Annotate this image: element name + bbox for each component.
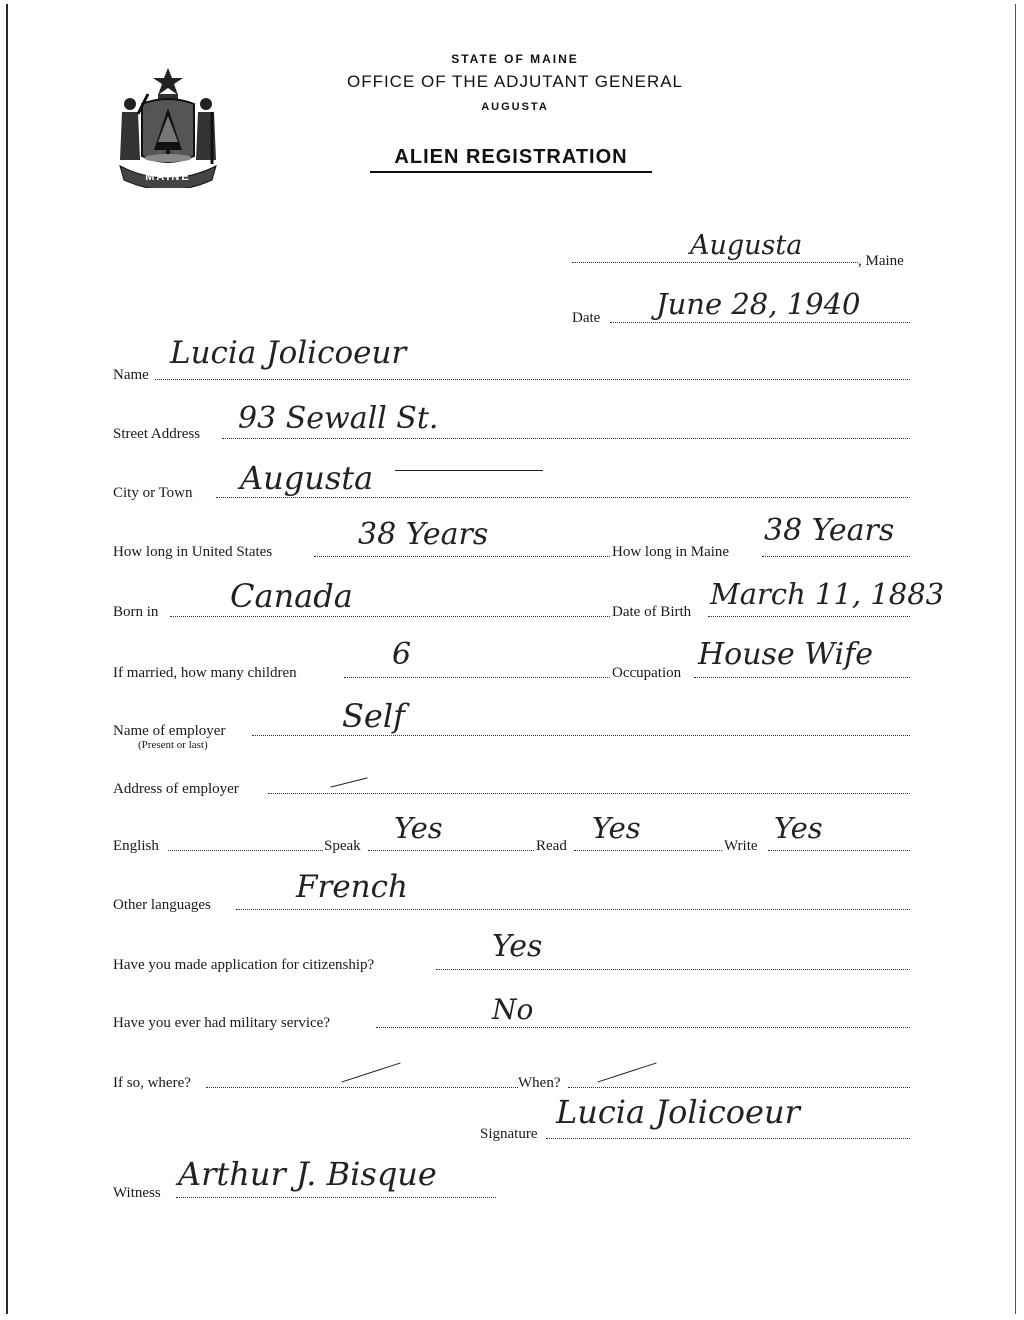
street-label: Street Address [113, 426, 201, 442]
occupation-entry: House Wife [698, 637, 873, 672]
born-line [170, 616, 610, 617]
dob-entry: March 11, 1883 [710, 577, 945, 611]
witness-line [176, 1197, 496, 1198]
employer-address-label: Address of employer [113, 781, 239, 797]
children-line [344, 677, 610, 678]
signature-line [546, 1138, 910, 1139]
seal-banner-text: MAINE [145, 171, 191, 183]
write-label: Write [724, 838, 758, 854]
military-line [376, 1027, 910, 1028]
born-entry: Canada [230, 577, 353, 615]
dob-line [708, 616, 910, 617]
date-label: Date [572, 310, 601, 326]
occupation-line [694, 677, 910, 678]
where-line [206, 1087, 518, 1088]
header-state: STATE OF MAINE [451, 52, 579, 66]
us-duration-label: How long in United States [113, 544, 273, 560]
signature-label: Signature [480, 1126, 538, 1142]
other-languages-line [236, 909, 910, 910]
maine-duration-entry: 38 Years [764, 513, 895, 548]
maine-duration-line [762, 556, 910, 557]
employer-line [252, 735, 910, 736]
street-line [222, 438, 910, 439]
write-line [768, 850, 910, 851]
children-entry: 6 [392, 637, 412, 672]
witness-entry: Arthur J. Bisque [178, 1155, 437, 1193]
when-line [568, 1087, 910, 1088]
street-entry: 93 Sewall St. [238, 401, 439, 436]
witness-label: Witness [113, 1185, 161, 1201]
dob-label: Date of Birth [612, 604, 692, 620]
where-label: If so, where? [113, 1075, 191, 1091]
write-entry: Yes [774, 811, 823, 845]
citizenship-label: Have you made application for citizenship? [113, 957, 375, 973]
born-label: Born in [113, 604, 159, 620]
read-label: Read [536, 838, 567, 854]
employer-label: Name of employer [113, 723, 226, 739]
name-entry: Lucia Jolicoeur [170, 335, 407, 371]
read-line [574, 850, 722, 851]
military-label: Have you ever had military service? [113, 1015, 330, 1031]
other-languages-label: Other languages [113, 897, 211, 913]
read-entry: Yes [592, 811, 641, 845]
us-duration-entry: 38 Years [358, 517, 489, 552]
employer-entry: Self [342, 697, 405, 735]
signature-entry: Lucia Jolicoeur [556, 1093, 800, 1131]
city-label: City or Town [113, 485, 193, 501]
speak-label: Speak [324, 838, 361, 854]
place-line [572, 262, 858, 263]
header-city: AUGUSTA [481, 101, 549, 113]
english-label: English [113, 838, 159, 854]
place-suffix: , Maine [858, 253, 904, 269]
form-title: ALIEN REGISTRATION [370, 146, 652, 173]
maine-seal-icon [112, 64, 224, 188]
speak-line [368, 850, 534, 851]
date-line [610, 322, 910, 323]
military-entry: No [492, 993, 534, 1026]
citizenship-entry: Yes [492, 929, 543, 964]
occupation-label: Occupation [612, 665, 682, 681]
header-office: OFFICE OF THE ADJUTANT GENERAL [346, 72, 684, 91]
other-languages-entry: French [296, 869, 408, 905]
children-label: If married, how many children [113, 665, 297, 681]
english-line [168, 850, 323, 851]
us-duration-line [314, 556, 610, 557]
speak-entry: Yes [394, 811, 443, 845]
citizenship-line [436, 969, 910, 970]
city-underline-stroke [395, 470, 543, 471]
place-entry: Augusta [690, 230, 803, 261]
maine-duration-label: How long in Maine [612, 544, 730, 560]
city-line [216, 497, 910, 498]
city-entry: Augusta [240, 459, 374, 497]
employer-sublabel: (Present or last) [138, 739, 208, 751]
employer-address-line [268, 793, 910, 794]
when-label: When? [518, 1075, 561, 1091]
date-entry: June 28, 1940 [656, 287, 861, 321]
name-line [155, 379, 910, 380]
name-label: Name [113, 367, 149, 383]
